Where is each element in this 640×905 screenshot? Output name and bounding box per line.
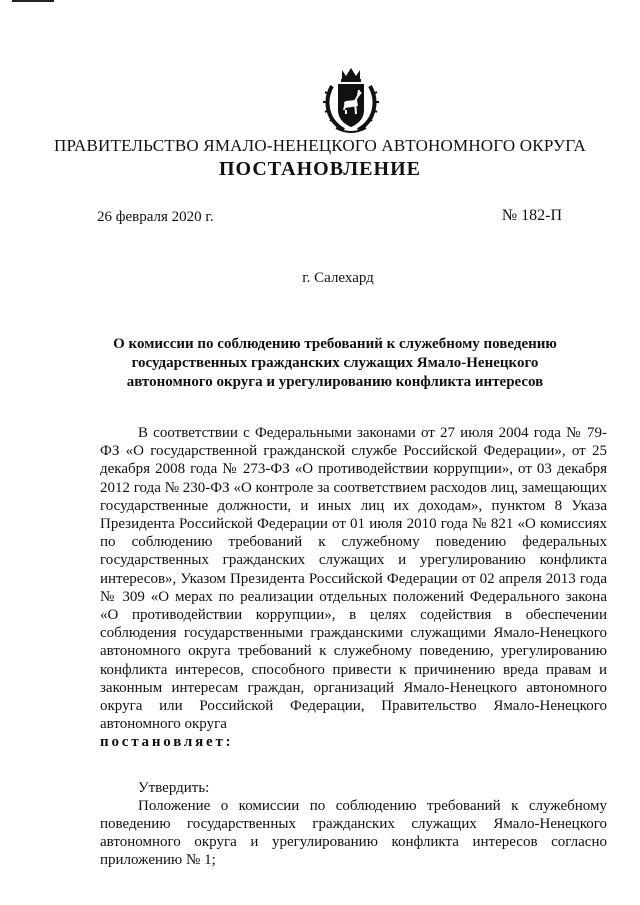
preamble-paragraph: В соответствии с Федеральными законами от 27 июля 2004 года № 79-ФЗ «О государственной гражданской службе Российской Федерации», от 25 декабря 2008 года № 273-ФЗ «О противодействии коррупции», от 03 декабря 2012 года № 230-ФЗ «О контроле за соответствием расходов лиц, замещающих государственные должности, и иных лиц их доходам», пунктом 8 Указа Президента Российской Федерации от 01 июля 2010 года № 821 «О комиссиях по соблюдению требований к служебному поведению федеральных государственных гражданских служащих и урегулированию конфликта интересов», Указом Президента Российской Федерации от 02 апреля 2013 года № 309 «О мерах по реализации отдельных положений Федерального закона «О противодействии коррупции», в целях содействия в обеспечении соблюдения государственными гражданскими служащими Ямало-Ненецкого автономного округа требований к служебному поведению, урегулированию конфликта интересов, способного привести к причинению вреда правам и законным интересам граждан, организаций Ямало-Ненецкого автономного округа или Российской Федерации, Правительство Ямало-Ненецкого автономного округа bbox=[100, 425, 607, 733]
document-date: 26 февраля 2020 г. bbox=[97, 209, 214, 225]
coat-of-arms-icon bbox=[322, 66, 380, 134]
document-number: № 182-П bbox=[501, 207, 562, 224]
resolves-word: постановляет: bbox=[100, 734, 234, 751]
document-city: г. Салехард bbox=[302, 270, 374, 286]
organization-name: ПРАВИТЕЛЬСТВО ЯМАЛО-НЕНЕЦКОГО АВТОНОМНОГО ОКРУГА bbox=[54, 136, 586, 155]
document-title: О комиссии по соблюдению требований к служебному поведению государственных гражданских служащих Ямало-Ненецкого автономного округа и урегулированию конфликта интересов bbox=[113, 336, 557, 390]
document-body bbox=[100, 424, 607, 870]
top-edge-mark bbox=[12, 0, 54, 2]
approve-label: Утвердить: bbox=[138, 779, 210, 796]
approve-item-1: Положение о комиссии по соблюдению требований к служебному поведению государственных гражданских служащих Ямало-Ненецкого автономного округа и урегулированию конфликта интересов согласно приложению № 1; bbox=[100, 797, 607, 869]
document-type: ПОСТАНОВЛЕНИЕ bbox=[219, 158, 421, 180]
